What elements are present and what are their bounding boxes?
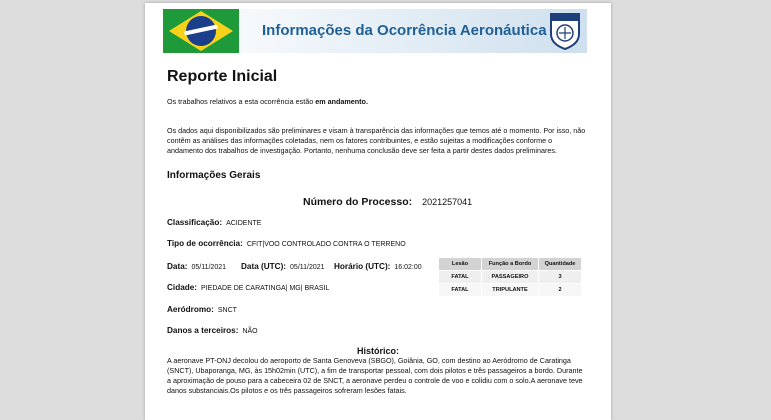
status-prefix: Os trabalhos relativos a esta ocorrência estão <box>167 97 316 106</box>
time-utc-value: 16:02:00 <box>394 264 422 271</box>
occurrence-type-value: CFIT|VOO CONTROLADO CONTRA O TERRENO <box>246 241 406 248</box>
city-value: PIEDADE DE CARATINGA| MG| BRASIL <box>201 285 330 292</box>
time-utc-field <box>334 262 422 271</box>
aerodrome-label: Aeródromo: <box>167 305 214 314</box>
city-field <box>167 283 329 292</box>
status-line <box>167 97 587 107</box>
table-header: Quantidade <box>539 258 582 271</box>
date-utc-field <box>241 262 325 271</box>
sipaer-seal-icon <box>549 12 581 50</box>
third-party-damage-value: NÃO <box>242 328 258 335</box>
date-field <box>167 262 226 271</box>
table-row <box>439 271 582 284</box>
history-heading: Histórico: <box>356 346 399 356</box>
table-cell: FATAL <box>439 271 482 284</box>
brazil-flag-icon <box>163 9 239 53</box>
city-label: Cidade: <box>167 283 198 292</box>
header-banner <box>163 9 587 53</box>
time-utc-label: Horário (UTC): <box>334 262 391 271</box>
table-row <box>439 284 582 297</box>
date-label: Data: <box>167 262 188 271</box>
occurrence-type-label: Tipo de ocorrência: <box>167 239 243 248</box>
table-cell: 3 <box>539 271 582 284</box>
table-header: Função a Bordo <box>482 258 539 271</box>
table-cell: FATAL <box>439 284 482 297</box>
history-text: A aeronave PT-ONJ decolou do aeroporto de Santa Genoveva (SBGO), Goiânia, GO, com destino ao Aeródromo de Caratinga (SNCT), Ubaporanga, MG, às 15h02min (UTC), a fim de transportar pessoal, com dois pilotos e três passageiros a bordo. Durante a aproximação de pouso para a cabeceira 02 de SNCT, a aeronave perdeu o controle de voo e colidiu com o solo.A aeronave teve danos substanciais.Os pilotos e os três passageiros sofreram lesões fatais. <box>167 356 583 395</box>
injuries-table <box>438 257 582 297</box>
process-number <box>303 196 472 208</box>
classification-value: ACIDENTE <box>226 220 262 227</box>
process-value: 2021257041 <box>422 197 473 207</box>
table-header-row <box>439 258 582 271</box>
disclaimer-text: Os dados aqui disponibilizados são preliminares e visam à transparência das informações que temos até o momento. Por isso, não contêm as análises das informações coletadas, nem os fatores contribuintes, e estão sujeitas a modificações conforme o andamento dos trabalhos de investigação. Portanto, nenhuma conclusão deve ser feita a partir destes dados preliminares. <box>167 126 586 155</box>
date-utc-label: Data (UTC): <box>241 262 287 271</box>
aerodrome-value: SNCT <box>217 307 237 314</box>
page-title: Reporte Inicial <box>167 68 278 85</box>
date-utc-value: 05/11/2021 <box>290 264 325 271</box>
occurrence-type-field <box>167 239 406 248</box>
classification-label: Classificação: <box>167 218 223 227</box>
process-label: Número do Processo: <box>303 196 413 208</box>
report-page <box>145 3 611 420</box>
table-cell: PASSAGEIRO <box>482 271 539 284</box>
classification-field <box>167 218 261 227</box>
aerodrome-field <box>167 305 237 314</box>
date-value: 05/11/2021 <box>191 264 226 271</box>
third-party-damage-field <box>167 326 258 335</box>
table-cell: 2 <box>539 284 582 297</box>
table-cell: TRIPULANTE <box>482 284 539 297</box>
table-header: Lesão <box>439 258 482 271</box>
status-value: em andamento. <box>315 97 368 106</box>
section-heading-general: Informações Gerais <box>167 170 261 181</box>
header-title: Informações da Ocorrência Aeronáutica <box>262 22 547 39</box>
third-party-damage-label: Danos a terceiros: <box>167 326 239 335</box>
